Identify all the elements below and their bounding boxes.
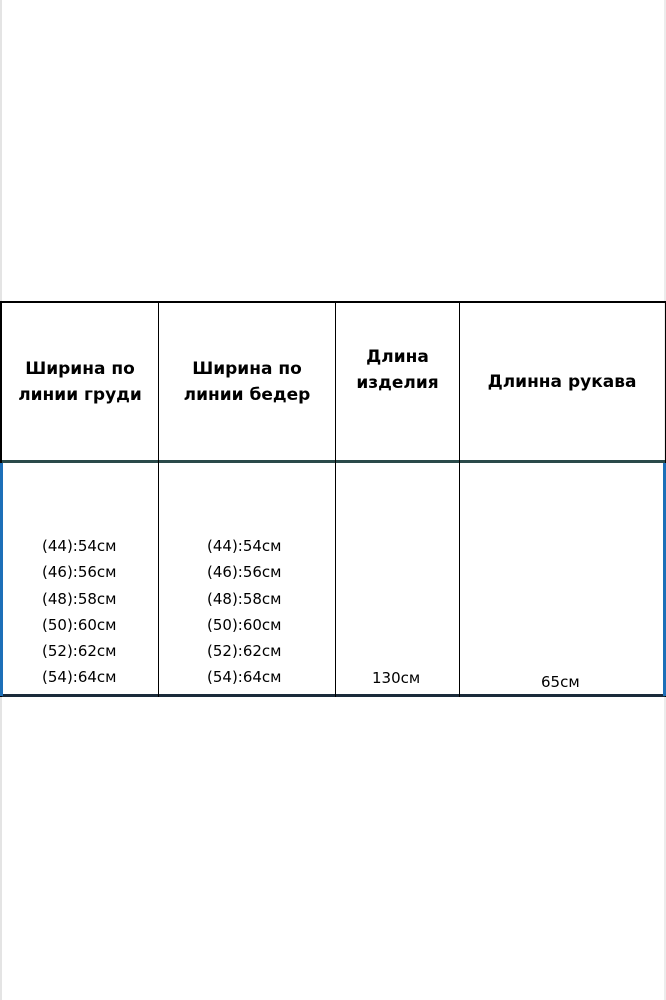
header-hip-width-label: Ширина по линии бедер (183, 358, 311, 405)
list-item: (48):58см (207, 589, 282, 608)
header-divider (0, 460, 666, 463)
header-item-length-label: Длина изделия (356, 346, 439, 393)
selection-edge-left (0, 463, 3, 696)
list-item: (52):62см (207, 642, 282, 661)
list-item: (44):54см (207, 537, 282, 555)
list-item: (46):56см (207, 563, 282, 582)
list-item: (48):58см (42, 589, 117, 608)
list-item: (44):54см (42, 537, 117, 555)
table-bottom-border (0, 694, 666, 697)
list-item: (54):64см (207, 668, 282, 687)
sleeve-length-value: 65см (541, 673, 580, 691)
item-length-value: 130см (372, 669, 421, 687)
header-item-length (336, 303, 459, 460)
list-item: (46):56см (42, 563, 117, 582)
list-item: (50):60см (42, 615, 117, 634)
chest-width-list (42, 533, 117, 691)
header-chest-width (2, 303, 158, 460)
list-item: (54):64см (42, 668, 117, 687)
hip-width-list (207, 533, 282, 691)
size-table (0, 301, 666, 698)
list-item: (50):60см (207, 615, 282, 634)
list-item: (52):62см (42, 642, 117, 661)
header-chest-width-label: Ширина по линии груди (18, 358, 142, 405)
header-sleeve-length (460, 303, 664, 460)
header-sleeve-length-label: Длинна рукава (487, 371, 637, 392)
header-hip-width (159, 303, 335, 460)
